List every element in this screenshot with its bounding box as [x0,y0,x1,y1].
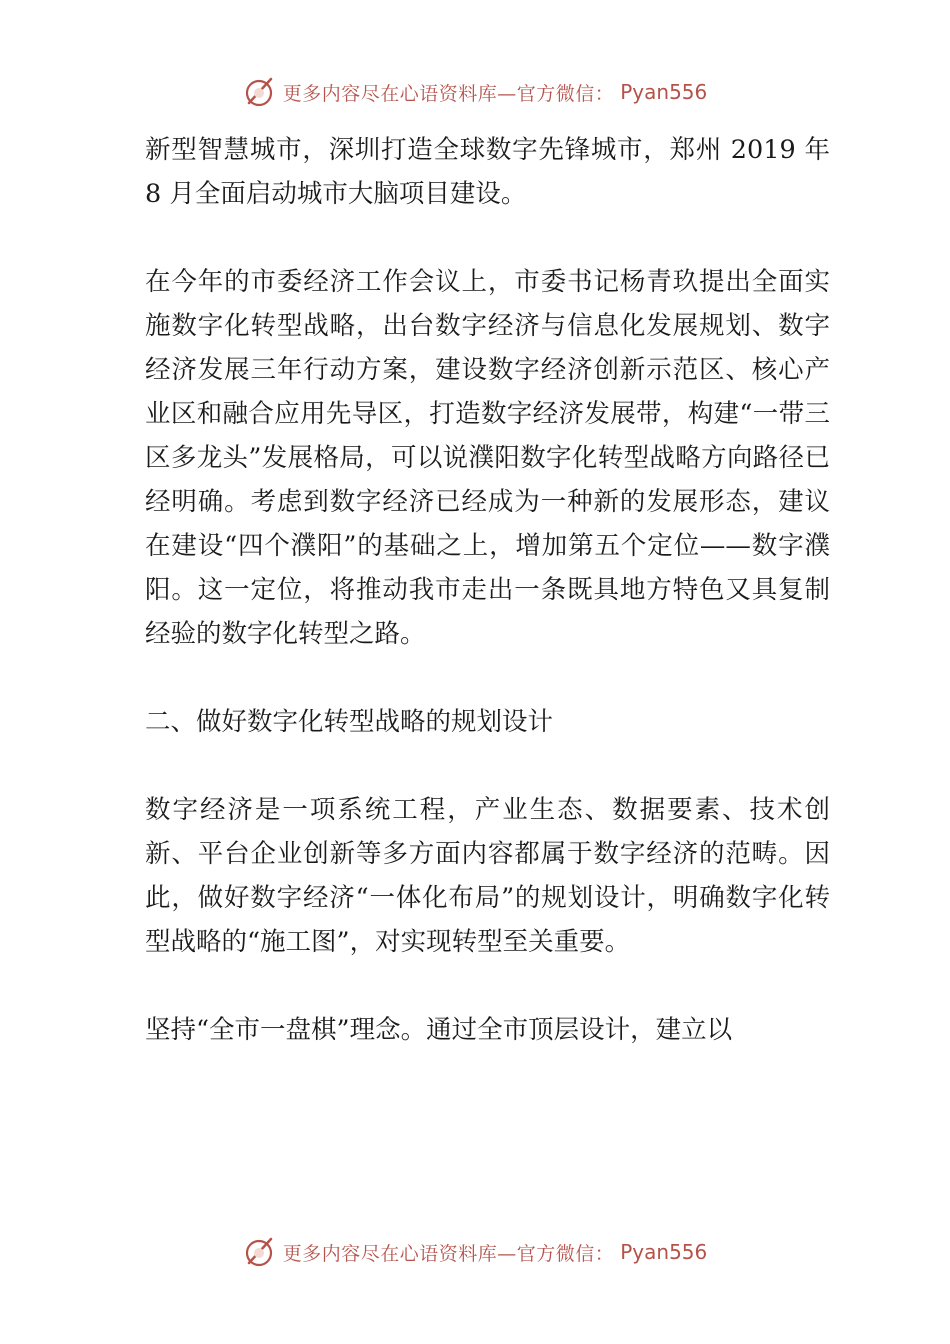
banner-promo-text: 更多内容尽在心语资料库—官方微信： [282,1242,615,1265]
header-banner [0,72,950,112]
paragraph: 在今年的市委经济工作会议上，市委书记杨青玖提出全面实施数字化转型战略，出台数字经济与信息化发展规划、数字经济发展三年行动方案，建设数字经济创新示范区、核心产业区和融合应用先导区，打造数字经济发展带，构建“一带三区多龙头”发展格局，可以说濮阳数字化转型战略方向路径已经明确。考虑到数字经济已经成为一种新的发展形态，建议在建设“四个濮阳”的基础之上，增加第五个定位——数字濮阳。这一定位，将推动我市走出一条既具地方特色又具复制经验的数字化转型之路。 [145,267,830,649]
section-heading: 二、做好数字化转型战略的规划设计 [145,707,554,737]
banner-wechat-id: Pyan556 [620,80,708,104]
banner-wechat-id: Pyan556 [620,1240,708,1264]
paragraph: 数字经济是一项系统工程，产业生态、数据要素、技术创新、平台企业创新等多方面内容都属于数字经济的范畴。因此，做好数字经济“一体化布局”的规划设计，明确数字化转型战略的“施工图”，对实现转型至关重要。 [145,795,830,957]
paragraph: 坚持“全市一盘棋”理念。通过全市顶层设计，建立以 [145,1015,733,1045]
banner-promo-text: 更多内容尽在心语资料库—官方微信： [282,82,615,105]
document-body [145,128,830,1096]
footer-banner [0,1232,950,1272]
quill-logo-icon [243,75,277,109]
quill-logo-icon [243,1235,277,1269]
paragraph: 新型智慧城市，深圳打造全球数字先锋城市，郑州 2019 年 8 月全面启动城市大脑项目建设。 [145,135,830,209]
